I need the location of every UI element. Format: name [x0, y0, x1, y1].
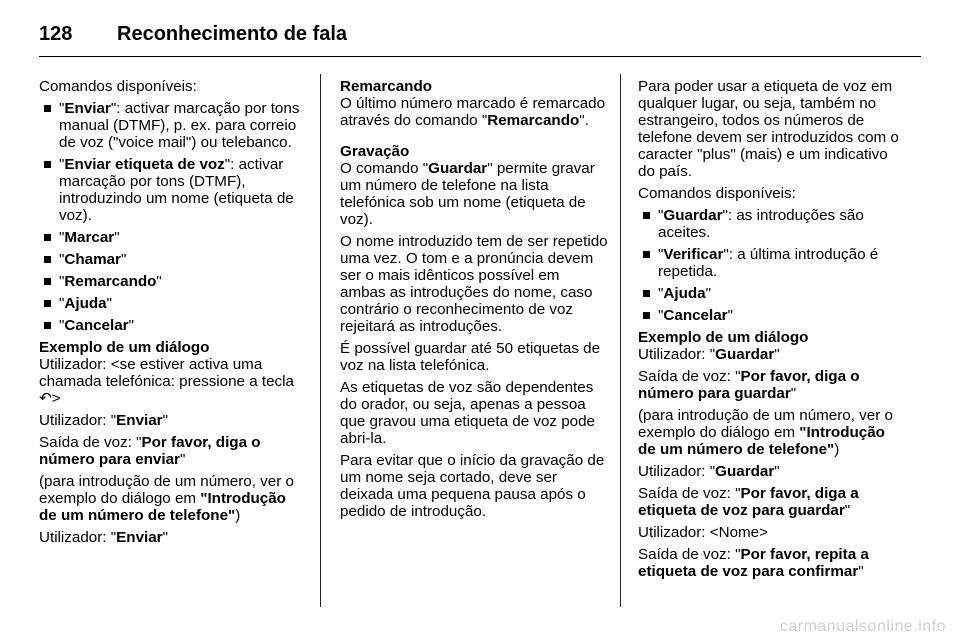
column-divider-1 — [320, 74, 321, 607]
list-item: "Verificar": a última introdução é repetida. — [638, 246, 904, 280]
dialog-user-line: Utilizador: <Nome> — [638, 524, 768, 541]
command-description: : as introduções são aceites. — [658, 207, 864, 241]
list-item: "Cancelar" — [39, 317, 307, 334]
page-header — [39, 16, 347, 52]
list-item: "Enviar etiqueta de voz": activar marcação por tons (DTMF), introduzindo um nome (etiqueta de voz). — [39, 156, 307, 224]
list-item: "Chamar" — [39, 251, 307, 268]
list-item: "Ajuda" — [638, 285, 904, 302]
example-line: Utilizador: <se estiver activa uma chamada telefónica: pressione a tecla ↶> — [39, 356, 294, 407]
list-item: "Ajuda" — [39, 295, 307, 312]
bullet-square-icon — [44, 256, 51, 263]
list-item: "Remarcando" — [39, 273, 307, 290]
command-name: Enviar — [64, 100, 111, 117]
bullet-square-icon — [44, 322, 51, 329]
bullet-square-icon — [44, 300, 51, 307]
dialog-voice-output-line: Saída de voz: "Por favor, repita a etiqueta de voz para confirmar" — [638, 546, 869, 580]
paragraph: Para poder usar a etiqueta de voz em qualquer lugar, ou seja, também no estrangeiro, todos os números de telefone devem ser introduzidos com o caracter "plus" (mais) e um indicativo do país. — [638, 78, 899, 180]
list-item: "Enviar": activar marcação por tons manual (DTMF), p. ex. para correio de voz ("voice mail") ou telebanco. — [39, 100, 307, 151]
command-name: Verificar — [663, 246, 724, 263]
commands-intro: Comandos disponíveis: — [638, 185, 796, 202]
dialog-user-line: Utilizador: "Enviar" — [39, 412, 168, 429]
command-name: Ajuda — [64, 295, 107, 312]
cross-reference-note: (para introdução de um número, ver o exemplo do diálogo em "Introdução de um número de telefone") — [638, 407, 893, 458]
command-name: Cancelar — [64, 317, 129, 334]
paragraph: O comando "Guardar" permite gravar um número de telefone na lista telefónica sob um nome (etiqueta de voz). — [340, 160, 595, 228]
example-heading: Exemplo de um diálogo — [638, 329, 809, 346]
command-name: Guardar — [663, 207, 723, 224]
column-divider-2 — [620, 74, 621, 607]
list-item: "Marcar" — [39, 229, 307, 246]
dialog-user-line: Utilizador: "Guardar" — [638, 463, 780, 480]
page-number: 128 — [39, 22, 73, 45]
header-rule — [39, 56, 921, 57]
bullet-square-icon — [643, 212, 650, 219]
cross-reference-note: (para introdução de um número, ver o exemplo do diálogo em "Introdução de um número de telefone") — [39, 473, 294, 524]
dialog-voice-output-line: Saída de voz: "Por favor, diga a etiqueta de voz para guardar" — [638, 485, 859, 519]
bullet-square-icon — [643, 312, 650, 319]
bullet-square-icon — [44, 161, 51, 168]
command-description: : activar marcação por tons (DTMF), introduzindo um nome (etiqueta de voz). — [59, 156, 294, 224]
command-description: : activar marcação por tons manual (DTMF), p. ex. para correio de voz ("voice mail") ou telebanco. — [59, 100, 300, 151]
column-3 — [638, 78, 904, 585]
command-name: Ajuda — [663, 285, 706, 302]
list-item: "Cancelar" — [638, 307, 904, 324]
bullet-square-icon — [44, 278, 51, 285]
section-heading-recording: Gravação — [340, 143, 410, 160]
dialog-user-line: Utilizador: "Enviar" — [39, 529, 168, 546]
section-heading-redial: Remarcando — [340, 78, 433, 95]
dialog-user-line: Utilizador: "Guardar" — [638, 346, 780, 363]
paragraph: As etiquetas de voz são dependentes do orador, ou seja, apenas a pessoa que gravou uma etiqueta de voz pode abri-la. — [340, 379, 595, 447]
column-2 — [340, 78, 608, 525]
paragraph: É possível guardar até 50 etiquetas de voz na lista telefónica. — [340, 340, 601, 374]
page-title: Reconhecimento de fala — [117, 22, 348, 45]
paragraph: O nome introduzido tem de ser repetido uma vez. O tom e a pronúncia devem ser o mais idênticos possível em ambas as introduções do nome, caso contrário o reconhecimento de voz rejeitará as introduções. — [340, 233, 608, 335]
watermark: carmanualsonline.info — [779, 618, 946, 635]
bullet-square-icon — [44, 234, 51, 241]
list-item: "Guardar": as introduções são aceites. — [638, 207, 904, 241]
dialog-voice-output-line: Saída de voz: "Por favor, diga o número para guardar" — [638, 368, 860, 402]
example-heading: Exemplo de um diálogo — [39, 339, 210, 356]
command-list — [39, 100, 307, 334]
bullet-square-icon — [44, 105, 51, 112]
column-1 — [39, 78, 307, 551]
commands-intro: Comandos disponíveis: — [39, 78, 197, 95]
command-name: Remarcando — [64, 273, 157, 290]
bullet-square-icon — [643, 290, 650, 297]
command-name: Chamar — [64, 251, 121, 268]
command-list — [638, 207, 904, 324]
dialog-voice-output-line: Saída de voz: "Por favor, diga o número para enviar" — [39, 434, 261, 468]
command-name: Enviar etiqueta de voz — [64, 156, 225, 173]
paragraph: O último número marcado é remarcado através do comando "Remarcando". — [340, 95, 606, 129]
paragraph: Para evitar que o início da gravação de um nome seja cortado, deve ser deixada uma pequena pausa após o pedido de introdução. — [340, 452, 605, 520]
bullet-square-icon — [643, 251, 650, 258]
command-name: Marcar — [64, 229, 115, 246]
command-name: Cancelar — [663, 307, 728, 324]
command-description: : a última introdução é repetida. — [658, 246, 879, 280]
